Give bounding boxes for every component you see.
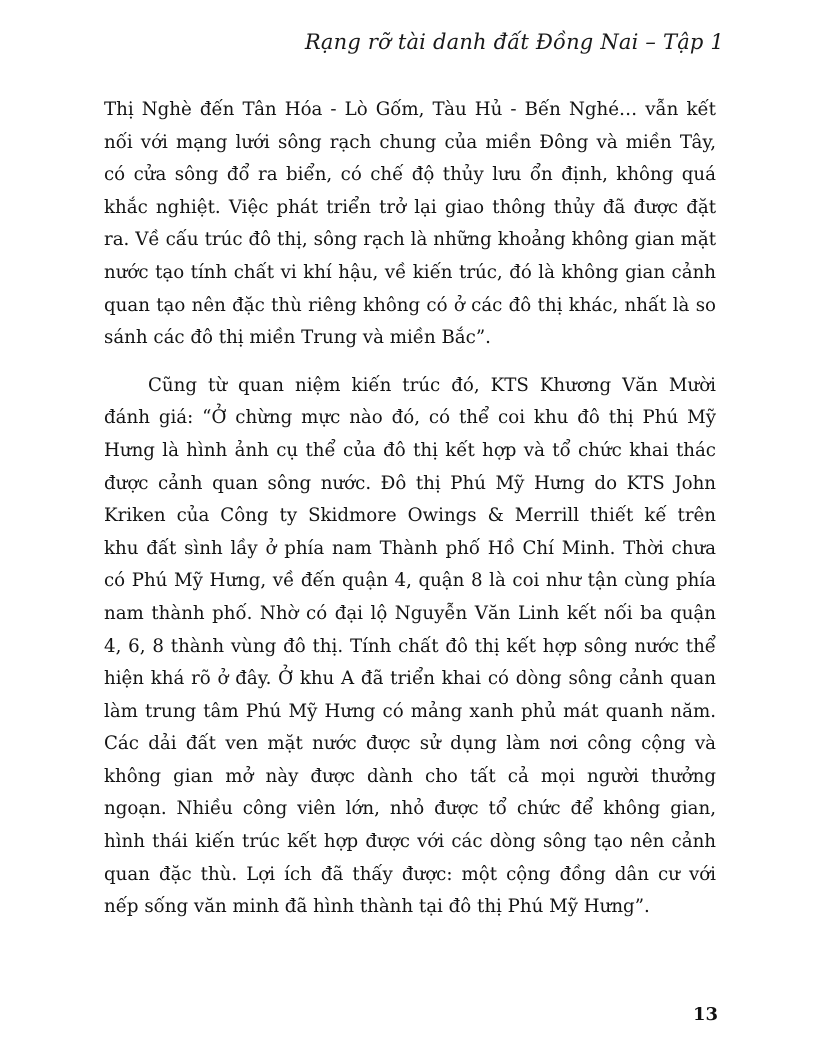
text-line: Kriken của Công ty Skidmore Owings & Merrill thiết kế trên [104, 505, 716, 527]
text-line: đánh giá: “Ở chừng mực nào đó, có thể coi khu đô thị Phú Mỹ [104, 407, 716, 429]
text-line: có Phú Mỹ Hưng, về đến quận 4, quận 8 là coi như tận cùng phía [104, 570, 716, 592]
text-line: 4, 6, 8 thành vùng đô thị. Tính chất đô thị kết hợp sông nước thể [104, 635, 716, 657]
text-line: hình thái kiến trúc kết hợp được với các dòng sông tạo nên cảnh [104, 831, 716, 853]
text-line: có cửa sông đổ ra biển, có chế độ thủy lưu ổn định, không quá [104, 164, 716, 186]
text-line: ngoạn. Nhiều công viên lớn, nhỏ được tổ chức để không gian, [104, 798, 716, 820]
text-line: nam thành phố. Nhờ có đại lộ Nguyễn Văn Linh kết nối ba quận [104, 602, 716, 624]
text-line: quan đặc thù. Lợi ích đã thấy được: một cộng đồng dân cư với [104, 863, 716, 885]
text-line: nối với mạng lưới sông rạch chung của miền Đông và miền Tây, [104, 131, 716, 153]
text-line: Thị Nghè đến Tân Hóa - Lò Gốm, Tàu Hủ - Bến Nghé… vẫn kết [104, 99, 716, 120]
text-line: Hưng là hình ảnh cụ thể của đô thị kết hợp và tổ chức khai thác [104, 439, 716, 461]
text-line: làm trung tâm Phú Mỹ Hưng có mảng xanh phủ mát quanh năm. [104, 700, 716, 722]
text-line: Các dải đất ven mặt nước được sử dụng làm nơi công cộng và [104, 733, 716, 755]
text-line: khu đất sình lầy ở phía nam Thành phố Hồ Chí Minh. Thời chưa [104, 537, 716, 559]
paragraph [104, 370, 716, 924]
text-line: khắc nghiệt. Việc phát triển trở lại giao thông thủy đã được đặt [104, 196, 716, 218]
text-line: ra. Về cấu trúc đô thị, sông rạch là những khoảng không gian mặt [104, 229, 716, 251]
body-text [104, 94, 716, 924]
text-line: Cũng từ quan niệm kiến trúc đó, KTS Khương Văn Mười [148, 374, 716, 396]
running-header: Rạng rỡ tài danh đất Đồng Nai – Tập 1 [304, 30, 724, 54]
text-line: hiện khá rõ ở đây. Ở khu A đã triển khai có dòng sông cảnh quan [104, 668, 716, 690]
text-line: sánh các đô thị miền Trung và miền Bắc”. [104, 327, 491, 349]
text-line: quan tạo nên đặc thù riêng không có ở các đô thị khác, nhất là so [104, 294, 716, 316]
text-line: được cảnh quan sông nước. Đô thị Phú Mỹ Hưng do KTS John [104, 472, 716, 494]
paragraph [104, 94, 716, 355]
text-line: nước tạo tính chất vi khí hậu, về kiến trúc, đó là không gian cảnh [104, 261, 716, 283]
page-number: 13 [692, 1004, 718, 1025]
text-line: không gian mở này được dành cho tất cả mọi người thưởng [104, 765, 716, 787]
text-line: nếp sống văn minh đã hình thành tại đô thị Phú Mỹ Hưng”. [104, 896, 650, 918]
